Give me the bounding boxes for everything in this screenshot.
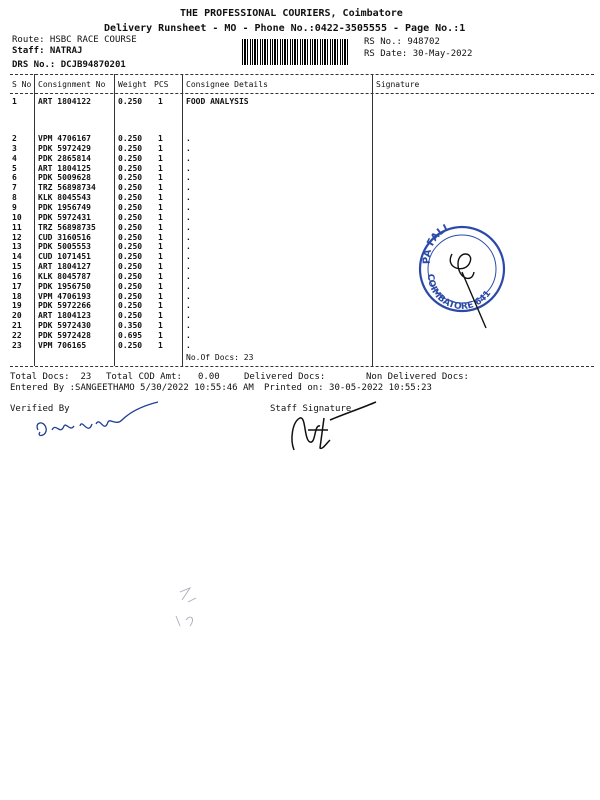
row-sno: 12: [12, 232, 22, 242]
row-consignment-no: ART 1804122: [38, 97, 91, 106]
row-sno: 2: [12, 134, 17, 143]
row-consignment-no: KLK 8045787: [38, 271, 91, 281]
row-consignee-details: .: [186, 163, 191, 173]
row-consignment-no: PDK 5972430: [38, 321, 91, 331]
row-sno: 14: [12, 252, 22, 262]
delivered-docs: Delivered Docs:: [244, 372, 326, 382]
row-consignee-details: .: [186, 331, 191, 340]
row-weight: 0.250: [118, 311, 143, 321]
row-sno: 18: [12, 291, 22, 301]
row-pcs: 1: [158, 301, 163, 311]
row-pcs: 1: [158, 183, 163, 193]
row-sno: 9: [12, 202, 17, 212]
row-sno: 15: [12, 262, 22, 272]
row-consignee-details: .: [186, 262, 191, 272]
row-consignee-details: .: [186, 212, 191, 222]
col-divider: [34, 74, 35, 366]
row-consignee-details: .: [186, 311, 191, 321]
table-top-rule: [10, 74, 594, 75]
row-consignee-details: .: [186, 222, 191, 232]
row-consignee-details: .: [186, 291, 191, 301]
row-pcs: 1: [158, 153, 163, 163]
row-sno: 4: [12, 153, 17, 163]
row-consignee-details: .: [186, 321, 191, 331]
row-weight: 0.250: [118, 222, 143, 232]
row-consignment-no: PDK 1956749: [38, 202, 91, 212]
row-consignment-no: PDK 2865814: [38, 153, 91, 163]
row-weight: 0.250: [118, 134, 143, 143]
row-pcs: 1: [158, 271, 163, 281]
faint-handwriting: [168, 582, 208, 632]
row-weight: 0.250: [118, 193, 143, 203]
col-header-consignee: Consignee Details: [186, 80, 268, 89]
verified-by-label: Verified By: [10, 404, 70, 414]
col-header-consignment: Consignment No: [38, 80, 106, 89]
row-pcs: 1: [158, 232, 163, 242]
row-consignment-no: ART 1804127: [38, 262, 91, 272]
entered-by: Entered By :SANGEETHAMO 5/30/2022 10:55:46 AM: [10, 383, 254, 393]
row-consignment-no: PDK 5972431: [38, 212, 91, 222]
verifier-signature: [30, 396, 170, 444]
row-consignee-details: .: [186, 143, 191, 153]
row-pcs: 1: [158, 193, 163, 203]
row-weight: 0.250: [118, 291, 143, 301]
non-delivered-docs: Non Delivered Docs:: [366, 372, 469, 382]
office-stamp: [414, 214, 510, 334]
row-pcs: 1: [158, 321, 163, 331]
row-pcs: 1: [158, 134, 163, 143]
row-consignee-details: .: [186, 193, 191, 203]
row-consignment-no: CUD 3160516: [38, 232, 91, 242]
row-pcs: 1: [158, 173, 163, 183]
row-weight: 0.350: [118, 321, 143, 331]
row-consignment-no: PDK 5972429: [38, 143, 91, 153]
row-consignment-no: CUD 1071451: [38, 252, 91, 262]
row-pcs: 1: [158, 252, 163, 262]
row-weight: 0.250: [118, 281, 143, 291]
row-weight: 0.250: [118, 143, 143, 153]
stamp-bottom-text: COIMBATORE 641: [424, 273, 494, 313]
printed-on: Printed on: 30-05-2022 10:55:23: [264, 383, 432, 393]
row-weight: 0.250: [118, 242, 143, 252]
row-sno: 22: [12, 331, 22, 340]
staff-signature-label: Staff Signature: [270, 404, 352, 414]
row-pcs: 1: [158, 311, 163, 321]
row-consignment-no: PDK 5972266: [38, 301, 91, 311]
total-cod-value: 0.00: [198, 372, 220, 382]
row-weight: 0.250: [118, 212, 143, 222]
col-header-sno: S No: [12, 80, 32, 89]
row-consignee-details: .: [186, 340, 191, 350]
row-consignee-details: .: [186, 252, 191, 262]
col-header-weight: Weight: [118, 80, 147, 89]
route-label: Route: HSBC RACE COURSE: [12, 35, 137, 45]
row-weight: 0.250: [118, 183, 143, 193]
row-pcs: 1: [158, 262, 163, 272]
row-consignee-details: .: [186, 281, 191, 291]
row-consignment-no: VPM 4706167: [38, 134, 91, 143]
row-pcs: 1: [158, 281, 163, 291]
table-bottom-rule: [10, 366, 594, 367]
row-weight: 0.250: [118, 232, 143, 242]
row-pcs: 1: [158, 291, 163, 301]
row-pcs: 1: [158, 163, 163, 173]
row-weight: 0.250: [118, 340, 143, 350]
row-consignment-no: VPM 706165: [38, 340, 87, 350]
rs-date: RS Date: 30-May-2022: [364, 49, 473, 59]
row-sno: 5: [12, 163, 17, 173]
row-consignee-details: .: [186, 153, 191, 163]
row-consignee-details: .: [186, 242, 191, 252]
row-sno: 10: [12, 212, 22, 222]
row-weight: 0.250: [118, 97, 143, 106]
row-consignee-details: .: [186, 271, 191, 281]
row-sno: 21: [12, 321, 22, 331]
row-weight: 0.250: [118, 173, 143, 183]
row-weight: 0.250: [118, 301, 143, 311]
row-consignment-no: TRZ 56898734: [38, 183, 96, 193]
row-consignment-no: KLK 8045543: [38, 193, 91, 203]
total-docs: Total Docs: 23: [10, 372, 92, 382]
row-sno: 20: [12, 311, 22, 321]
row-pcs: 1: [158, 331, 163, 340]
row-consignee-details: .: [186, 301, 191, 311]
row-sno: 1: [12, 97, 17, 106]
row-sno: 23: [12, 340, 22, 350]
row-consignee-details: FOOD ANALYSIS: [186, 97, 249, 106]
table-header-rule: [10, 93, 594, 94]
row-sno: 13: [12, 242, 22, 252]
row-pcs: 1: [158, 242, 163, 252]
row-consignee-details: .: [186, 202, 191, 212]
row-consignee-details: .: [186, 183, 191, 193]
staff-signature-mark: [270, 400, 380, 456]
row-weight: 0.250: [118, 163, 143, 173]
row-consignment-no: ART 1804123: [38, 311, 91, 321]
row-pcs: 1: [158, 202, 163, 212]
row-consignment-no: PDK 5972428: [38, 331, 91, 340]
row-weight: 0.250: [118, 153, 143, 163]
no-of-docs: No.Of Docs: 23: [186, 353, 254, 362]
row-sno: 6: [12, 173, 17, 183]
drs-number: DRS No.: DCJB94870201: [12, 60, 126, 70]
row-consignment-no: ART 1804125: [38, 163, 91, 173]
row-consignee-details: .: [186, 134, 191, 143]
row-weight: 0.695: [118, 331, 143, 340]
company-name: THE PROFESSIONAL COURIERS, Coimbatore: [180, 8, 403, 19]
row-pcs: 1: [158, 143, 163, 153]
row-sno: 17: [12, 281, 22, 291]
row-weight: 0.250: [118, 271, 143, 281]
row-consignment-no: PDK 5009628: [38, 173, 91, 183]
row-sno: 11: [12, 222, 22, 232]
row-consignment-no: PDK 1956750: [38, 281, 91, 291]
row-pcs: 1: [158, 222, 163, 232]
row-sno: 16: [12, 271, 22, 281]
row-consignment-no: VPM 4706193: [38, 291, 91, 301]
row-sno: 7: [12, 183, 17, 193]
row-consignment-no: PDK 5005553: [38, 242, 91, 252]
row-sno: 19: [12, 301, 22, 311]
rs-number: RS No.: 948702: [364, 37, 440, 47]
col-header-signature: Signature: [376, 80, 420, 89]
row-consignee-details: .: [186, 232, 191, 242]
row-consignment-no: TRZ 56898735: [38, 222, 96, 232]
row-weight: 0.250: [118, 262, 143, 272]
row-sno: 3: [12, 143, 17, 153]
col-header-pcs: PCS: [154, 80, 169, 89]
row-sno: 8: [12, 193, 17, 203]
row-pcs: 1: [158, 97, 163, 106]
row-pcs: 1: [158, 340, 163, 350]
runsheet-title: Delivery Runsheet - MO - Phone No.:0422-3505555 - Page No.:1: [104, 23, 466, 34]
row-weight: 0.250: [118, 252, 143, 262]
row-consignee-details: .: [186, 173, 191, 183]
col-divider: [114, 74, 115, 366]
col-divider: [182, 74, 183, 366]
barcode: [242, 39, 348, 65]
stamp-top-text: PA FALL: [421, 221, 453, 265]
row-pcs: 1: [158, 212, 163, 222]
row-weight: 0.250: [118, 202, 143, 212]
total-cod-label: Total COD Amt:: [106, 372, 182, 382]
col-divider: [372, 74, 373, 366]
staff-label: Staff: NATRAJ: [12, 46, 83, 56]
